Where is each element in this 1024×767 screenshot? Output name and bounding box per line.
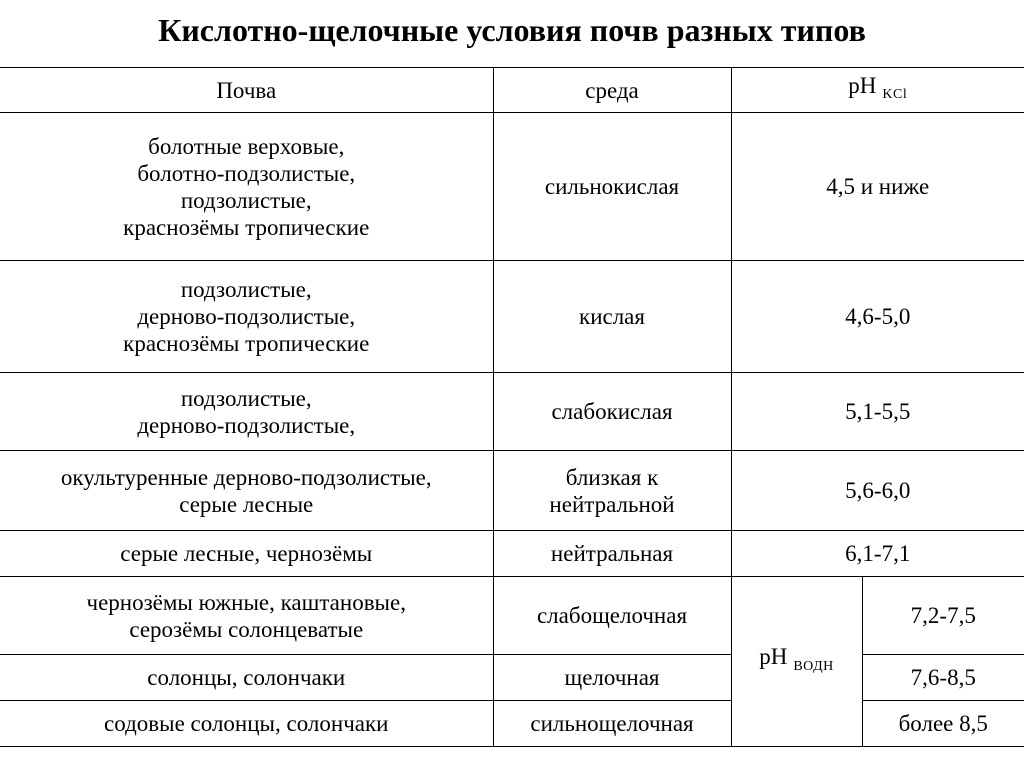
ph-cell: 7,6-8,5 (862, 655, 1024, 701)
soil-cell: серые лесные, чернозёмы (0, 531, 493, 577)
soil-cell: содовые солонцы, солончаки (0, 701, 493, 747)
ph-cell: 5,1-5,5 (731, 373, 1024, 451)
header-soil: Почва (0, 68, 493, 113)
soil-ph-table (0, 67, 1024, 747)
soil-cell: окультуренные дерново-подзолистые, серые лесные (0, 451, 493, 531)
table-row (0, 261, 1024, 373)
header-row (0, 68, 1024, 113)
soil-cell: болотные верховые, болотно-подзолистые, подзолистые, краснозёмы тропические (0, 113, 493, 261)
table-row (0, 531, 1024, 577)
medium-cell: сильнощелочная (493, 701, 731, 747)
header-ph-subscript: KCl (882, 87, 908, 103)
table-row (0, 373, 1024, 451)
ph-cell: 6,1-7,1 (731, 531, 1024, 577)
table-row (0, 451, 1024, 531)
ph-cell: более 8,5 (862, 701, 1024, 747)
medium-cell: слабокислая (493, 373, 731, 451)
soil-cell: подзолистые, дерново-подзолистые, краснозёмы тропические (0, 261, 493, 373)
medium-cell: нейтральная (493, 531, 731, 577)
page-title: Кислотно-щелочные условия почв разных типов (158, 12, 866, 48)
soil-cell: подзолистые, дерново-подзолистые, (0, 373, 493, 451)
ph-cell: 4,5 и ниже (731, 113, 1024, 261)
ph-cell: 4,6-5,0 (731, 261, 1024, 373)
medium-cell: близкая к нейтральной (493, 451, 731, 531)
header-medium: среда (493, 68, 731, 113)
header-ph-label: pH (848, 72, 877, 98)
header-ph (731, 68, 1024, 113)
medium-cell: сильнокислая (493, 113, 731, 261)
medium-cell: кислая (493, 261, 731, 373)
ph-water-cell (731, 577, 862, 747)
table-row (0, 577, 1024, 655)
soil-cell: солонцы, солончаки (0, 655, 493, 701)
ph-water-subscript: ВОДН (793, 658, 834, 674)
ph-water-label: pH (759, 644, 788, 670)
medium-cell: щелочная (493, 655, 731, 701)
ph-cell: 7,2-7,5 (862, 577, 1024, 655)
table-row (0, 113, 1024, 261)
soil-cell: чернозёмы южные, каштановые, серозёмы солонцеватые (0, 577, 493, 655)
table-row (0, 701, 1024, 747)
ph-cell: 5,6-6,0 (731, 451, 1024, 531)
medium-cell: слабощелочная (493, 577, 731, 655)
table-row (0, 655, 1024, 701)
